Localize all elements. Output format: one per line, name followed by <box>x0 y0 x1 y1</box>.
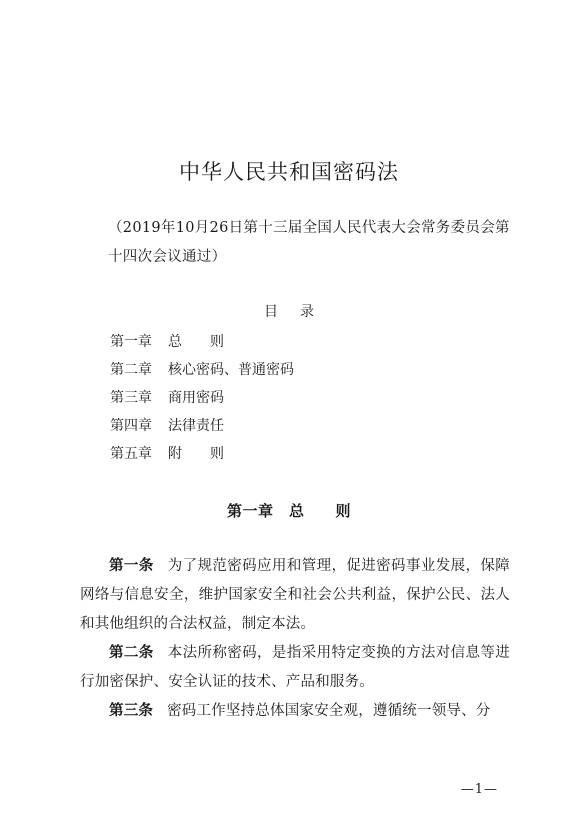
toc-item <box>110 328 470 356</box>
toc-chapter-number: 第一章 <box>110 334 152 350</box>
toc-item <box>110 384 470 412</box>
article-text: 本法所称密码，是指采用特定变换的方法对信息等进行加密保护、安全认证的技术、产品和服务。 <box>80 645 510 690</box>
document-subtitle: （2019年10月26日第十三届全国人民代表大会常务委员会第十四次会议通过） <box>108 220 510 265</box>
toc-chapter-name: 附 则 <box>168 446 224 462</box>
article-text: 密码工作坚持总体国家安全观，遵循统一领导、分 <box>167 703 491 719</box>
article-number: 第一条 <box>109 558 154 574</box>
article-paragraph <box>80 697 510 726</box>
article-number: 第三条 <box>109 703 154 719</box>
toc-heading: 目录 <box>264 304 336 320</box>
toc-chapter-number: 第五章 <box>110 446 152 462</box>
toc-chapter-name: 核心密码、普通密码 <box>168 362 294 378</box>
toc-chapter-name: 法律责任 <box>168 418 224 434</box>
toc-chapter-number: 第四章 <box>110 418 152 434</box>
article-number: 第二条 <box>109 645 154 661</box>
table-of-contents <box>110 328 470 468</box>
article-paragraph <box>80 639 510 697</box>
article-paragraph <box>80 552 510 639</box>
toc-chapter-number: 第二章 <box>110 362 152 378</box>
toc-chapter-number: 第三章 <box>110 390 152 406</box>
toc-chapter-name: 商用密码 <box>168 390 224 406</box>
toc-item <box>110 412 470 440</box>
article-body <box>80 552 510 726</box>
article-text: 为了规范密码应用和管理，促进密码事业发展，保障网络与信息安全，维护国家安全和社会公共利益，保护公民、法人和其他组织的合法权益，制定本法。 <box>80 558 510 632</box>
toc-item <box>110 356 470 384</box>
toc-chapter-name: 总 则 <box>168 334 224 350</box>
chapter-heading: 第一章 总 则 <box>226 502 351 520</box>
toc-item <box>110 440 470 468</box>
page-number: —1— <box>460 782 498 797</box>
document-title: 中华人民共和国密码法 <box>179 160 399 184</box>
